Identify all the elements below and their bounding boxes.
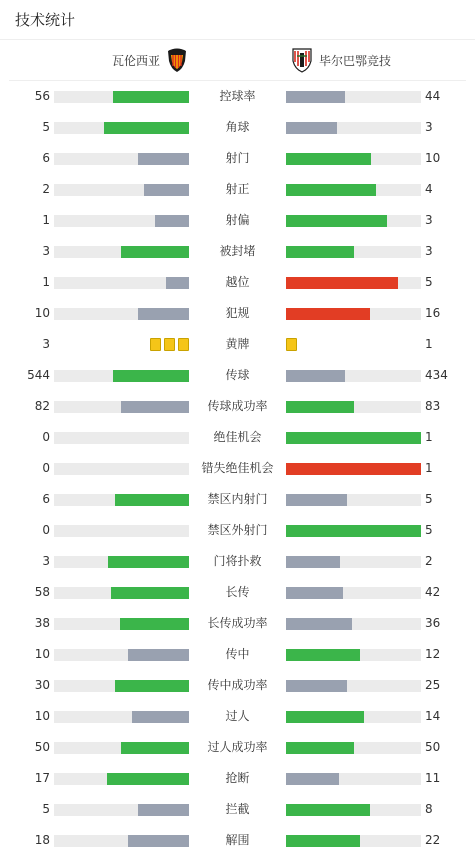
away-bar bbox=[286, 91, 345, 103]
home-yellow-cards bbox=[150, 338, 189, 351]
home-value: 82 bbox=[34, 399, 50, 413]
away-bar bbox=[286, 494, 347, 506]
away-value: 2 bbox=[425, 554, 433, 568]
home-value: 1 bbox=[42, 275, 50, 289]
home-bar-track bbox=[54, 618, 189, 630]
stat-row bbox=[0, 81, 475, 112]
away-value: 36 bbox=[425, 616, 441, 630]
away-bar bbox=[286, 618, 352, 630]
away-bar-track bbox=[286, 742, 421, 754]
stat-label: 抢断 bbox=[225, 771, 250, 785]
away-bar-track bbox=[286, 432, 421, 444]
away-bar bbox=[286, 432, 421, 444]
home-value: 17 bbox=[34, 771, 50, 785]
away-bar bbox=[286, 711, 364, 723]
home-value: 0 bbox=[42, 430, 50, 444]
stats-list bbox=[0, 81, 475, 856]
home-bar-track bbox=[54, 525, 189, 537]
home-bar-track bbox=[54, 184, 189, 196]
stat-label: 禁区外射门 bbox=[207, 523, 268, 537]
away-value: 14 bbox=[425, 709, 441, 723]
home-bar-track bbox=[54, 711, 189, 723]
stat-label: 射门 bbox=[225, 151, 250, 165]
home-bar bbox=[138, 804, 189, 816]
home-bar-track bbox=[54, 587, 189, 599]
home-bar bbox=[113, 370, 189, 382]
away-yellow-cards bbox=[286, 338, 297, 351]
stat-label: 越位 bbox=[225, 275, 250, 289]
away-bar bbox=[286, 773, 339, 785]
stat-row bbox=[0, 205, 475, 236]
athletic-bilbao-crest-icon bbox=[291, 47, 313, 73]
home-bar-track bbox=[54, 773, 189, 785]
home-value: 3 bbox=[42, 244, 50, 258]
home-team[interactable] bbox=[112, 40, 188, 80]
away-bar-track bbox=[286, 835, 421, 847]
away-bar bbox=[286, 122, 337, 134]
away-bar-track bbox=[286, 804, 421, 816]
stat-row bbox=[0, 546, 475, 577]
home-bar-track bbox=[54, 432, 189, 444]
away-bar-track bbox=[286, 463, 421, 475]
away-value: 11 bbox=[425, 771, 441, 785]
away-value: 1 bbox=[425, 461, 433, 475]
home-bar bbox=[155, 215, 189, 227]
home-value: 2 bbox=[42, 182, 50, 196]
home-value: 10 bbox=[34, 709, 50, 723]
stat-row bbox=[0, 391, 475, 422]
home-bar bbox=[128, 649, 189, 661]
away-value: 12 bbox=[425, 647, 441, 661]
home-bar-track bbox=[54, 91, 189, 103]
stat-label: 长传成功率 bbox=[207, 616, 268, 630]
away-value: 8 bbox=[425, 802, 433, 816]
stat-row bbox=[0, 825, 475, 856]
stat-label: 被封堵 bbox=[219, 244, 256, 258]
stat-row bbox=[0, 360, 475, 391]
home-bar-track bbox=[54, 835, 189, 847]
away-value: 42 bbox=[425, 585, 441, 599]
stat-label: 门将扑救 bbox=[213, 554, 262, 568]
home-value: 0 bbox=[42, 523, 50, 537]
home-bar bbox=[107, 773, 189, 785]
home-value: 3 bbox=[42, 337, 50, 351]
stat-row bbox=[0, 608, 475, 639]
away-value: 4 bbox=[425, 182, 433, 196]
home-value: 1 bbox=[42, 213, 50, 227]
away-bar bbox=[286, 153, 371, 165]
stat-label: 传中成功率 bbox=[207, 678, 268, 692]
stat-label: 解围 bbox=[225, 833, 250, 847]
stat-row bbox=[0, 236, 475, 267]
away-value: 3 bbox=[425, 213, 433, 227]
away-bar bbox=[286, 525, 421, 537]
away-team[interactable] bbox=[291, 40, 391, 80]
away-bar-track bbox=[286, 618, 421, 630]
home-value: 50 bbox=[34, 740, 50, 754]
away-value: 434 bbox=[425, 368, 448, 382]
yellow-card-icon bbox=[178, 338, 189, 351]
away-bar-track bbox=[286, 215, 421, 227]
away-value: 5 bbox=[425, 523, 433, 537]
home-bar bbox=[113, 91, 189, 103]
away-bar-track bbox=[286, 401, 421, 413]
home-bar-track bbox=[54, 153, 189, 165]
home-bar bbox=[115, 494, 189, 506]
stat-row bbox=[0, 422, 475, 453]
away-value: 83 bbox=[425, 399, 441, 413]
page-header bbox=[0, 0, 475, 40]
stat-label: 控球率 bbox=[219, 89, 256, 103]
stat-label: 射正 bbox=[225, 182, 250, 196]
stat-label: 拦截 bbox=[225, 802, 250, 816]
stat-label: 长传 bbox=[225, 585, 250, 599]
away-bar bbox=[286, 215, 387, 227]
stat-row bbox=[0, 267, 475, 298]
away-bar bbox=[286, 556, 340, 568]
home-bar-track bbox=[54, 463, 189, 475]
away-bar-track bbox=[286, 649, 421, 661]
away-bar-track bbox=[286, 556, 421, 568]
home-value: 3 bbox=[42, 554, 50, 568]
away-value: 22 bbox=[425, 833, 441, 847]
page-title: 技术统计 bbox=[15, 11, 76, 29]
away-value: 16 bbox=[425, 306, 441, 320]
away-bar bbox=[286, 835, 360, 847]
stat-row bbox=[0, 515, 475, 546]
away-bar bbox=[286, 680, 347, 692]
home-bar-track bbox=[54, 308, 189, 320]
away-bar-track bbox=[286, 525, 421, 537]
stat-label: 传球 bbox=[225, 368, 250, 382]
stat-row bbox=[0, 453, 475, 484]
away-bar-track bbox=[286, 277, 421, 289]
away-bar-track bbox=[286, 308, 421, 320]
away-bar bbox=[286, 463, 421, 475]
home-bar-track bbox=[54, 680, 189, 692]
away-bar-track bbox=[286, 246, 421, 258]
home-bar bbox=[128, 835, 189, 847]
home-bar-track bbox=[54, 246, 189, 258]
yellow-card-icon bbox=[164, 338, 175, 351]
home-bar bbox=[111, 587, 189, 599]
stat-label: 过人成功率 bbox=[207, 740, 268, 754]
away-value: 1 bbox=[425, 430, 433, 444]
home-bar-track bbox=[54, 649, 189, 661]
away-bar bbox=[286, 246, 354, 258]
stat-label: 错失绝佳机会 bbox=[201, 461, 274, 475]
stat-row bbox=[0, 577, 475, 608]
away-value: 25 bbox=[425, 678, 441, 692]
yellow-card-icon bbox=[150, 338, 161, 351]
away-value: 5 bbox=[425, 275, 433, 289]
stat-row bbox=[0, 484, 475, 515]
yellow-card-icon bbox=[286, 338, 297, 351]
away-bar-track bbox=[286, 370, 421, 382]
away-value: 44 bbox=[425, 89, 441, 103]
away-bar bbox=[286, 649, 360, 661]
stat-label: 禁区内射门 bbox=[207, 492, 268, 506]
home-value: 58 bbox=[34, 585, 50, 599]
home-bar bbox=[121, 742, 189, 754]
away-bar-track bbox=[286, 494, 421, 506]
away-value: 3 bbox=[425, 120, 433, 134]
away-value: 1 bbox=[425, 337, 433, 351]
away-bar bbox=[286, 587, 343, 599]
away-bar bbox=[286, 401, 354, 413]
away-bar bbox=[286, 277, 398, 289]
stat-label: 犯规 bbox=[225, 306, 250, 320]
stat-label: 角球 bbox=[225, 120, 250, 134]
home-value: 18 bbox=[34, 833, 50, 847]
home-bar bbox=[166, 277, 189, 289]
away-value: 10 bbox=[425, 151, 441, 165]
home-bar bbox=[115, 680, 189, 692]
stat-row bbox=[0, 112, 475, 143]
home-value: 38 bbox=[34, 616, 50, 630]
home-bar bbox=[138, 308, 189, 320]
stat-row bbox=[0, 298, 475, 329]
stat-row bbox=[0, 732, 475, 763]
home-bar-track bbox=[54, 556, 189, 568]
away-value: 3 bbox=[425, 244, 433, 258]
stat-row bbox=[0, 174, 475, 205]
home-bar-track bbox=[54, 742, 189, 754]
stat-label: 射偏 bbox=[225, 213, 250, 227]
away-bar bbox=[286, 184, 376, 196]
home-bar-track bbox=[54, 122, 189, 134]
away-bar bbox=[286, 308, 370, 320]
home-bar-track bbox=[54, 401, 189, 413]
home-bar-track bbox=[54, 215, 189, 227]
away-value: 5 bbox=[425, 492, 433, 506]
home-value: 6 bbox=[42, 492, 50, 506]
away-bar-track bbox=[286, 711, 421, 723]
home-bar-track bbox=[54, 494, 189, 506]
home-bar bbox=[120, 618, 189, 630]
home-bar-track bbox=[54, 804, 189, 816]
away-bar-track bbox=[286, 680, 421, 692]
stat-label: 绝佳机会 bbox=[213, 430, 262, 444]
home-value: 5 bbox=[42, 802, 50, 816]
stat-row bbox=[0, 794, 475, 825]
home-value: 5 bbox=[42, 120, 50, 134]
away-bar-track bbox=[286, 91, 421, 103]
home-bar bbox=[121, 401, 189, 413]
stat-row bbox=[0, 639, 475, 670]
home-bar bbox=[138, 153, 189, 165]
home-bar-track bbox=[54, 370, 189, 382]
stat-row bbox=[0, 763, 475, 794]
away-bar-track bbox=[286, 587, 421, 599]
away-bar bbox=[286, 804, 370, 816]
home-bar bbox=[121, 246, 189, 258]
home-bar-track bbox=[54, 277, 189, 289]
stat-row bbox=[0, 329, 475, 360]
stat-label: 传中 bbox=[225, 647, 250, 661]
away-team-name: 毕尔巴鄂竞技 bbox=[319, 53, 392, 68]
away-bar-track bbox=[286, 184, 421, 196]
away-bar-track bbox=[286, 122, 421, 134]
home-team-name: 瓦伦西亚 bbox=[111, 53, 160, 68]
stat-label: 过人 bbox=[225, 709, 250, 723]
home-bar bbox=[144, 184, 189, 196]
teams-row bbox=[9, 40, 466, 81]
stat-row bbox=[0, 701, 475, 732]
stat-label: 传球成功率 bbox=[207, 399, 268, 413]
away-bar-track bbox=[286, 773, 421, 785]
home-value: 56 bbox=[34, 89, 50, 103]
home-value: 6 bbox=[42, 151, 50, 165]
home-value: 544 bbox=[27, 368, 50, 382]
home-value: 10 bbox=[34, 647, 50, 661]
home-bar bbox=[132, 711, 189, 723]
home-value: 0 bbox=[42, 461, 50, 475]
home-bar bbox=[104, 122, 189, 134]
away-bar-track bbox=[286, 153, 421, 165]
home-value: 10 bbox=[34, 306, 50, 320]
home-value: 30 bbox=[34, 678, 50, 692]
valencia-bat-crest-icon bbox=[166, 47, 188, 73]
stat-label: 黄牌 bbox=[225, 337, 250, 351]
away-bar bbox=[286, 370, 345, 382]
stat-row bbox=[0, 143, 475, 174]
stat-row bbox=[0, 670, 475, 701]
away-bar bbox=[286, 742, 354, 754]
away-value: 50 bbox=[425, 740, 441, 754]
home-bar bbox=[108, 556, 189, 568]
